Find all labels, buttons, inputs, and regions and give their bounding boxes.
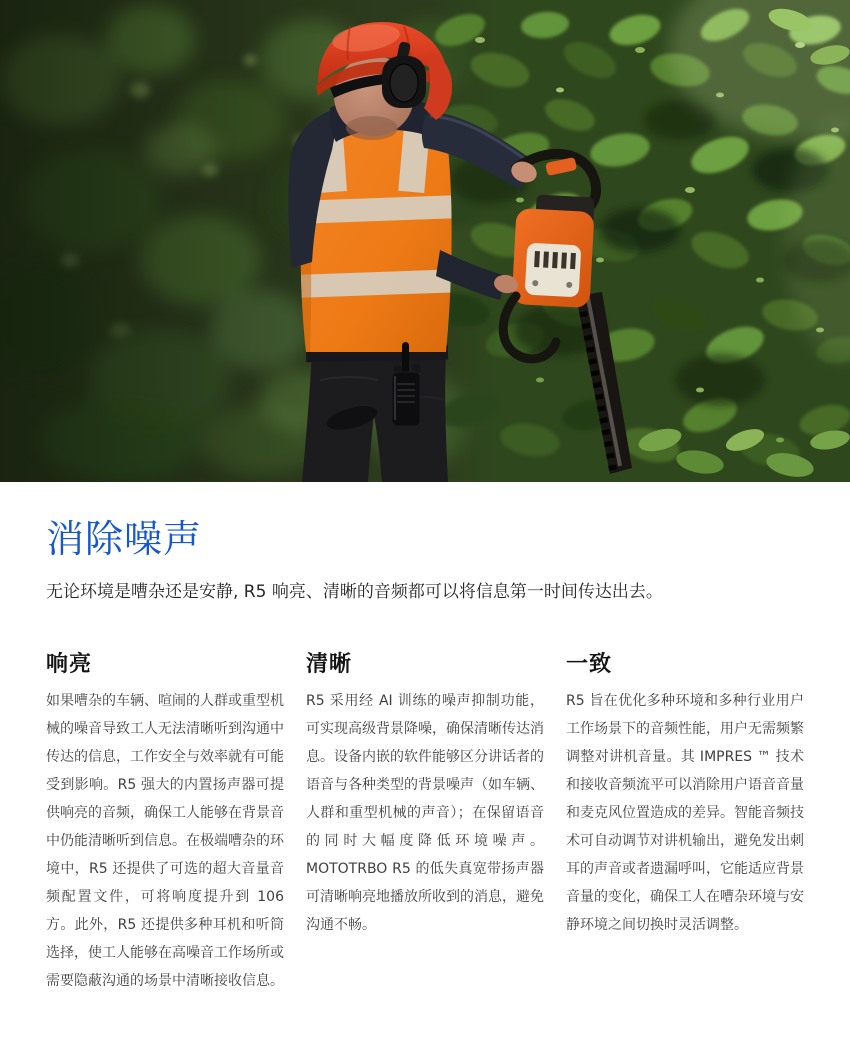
hedge bbox=[418, 0, 850, 482]
column-clear bbox=[306, 652, 544, 995]
column-loud-body: 如果嘈杂的车辆、喧闹的人群或重型机械的噪音导致工人无法清晰听到沟通中传达的信息，工作安全与效率就有可能受到影响。R5 强大的内置扬声器可提供响亮的音频，确保工人能够在背景音中仍能清晰听到信息。在极端嘈杂的环境中，R5 还提供了可选的超大音量音频配置文件，可将响度提升到 106 方。此外，R5 还提供多种耳机和听筒选择，使工人能够在高噪音工作场所或需要隐蔽沟通的场景中清晰接收信息。 bbox=[46, 693, 284, 989]
page-title: 消除噪声 bbox=[46, 517, 203, 561]
column-clear-body: R5 采用经 AI 训练的噪声抑制功能，可实现高级背景降噪，确保清晰传达消息。设备内嵌的软件能够区分讲话者的语音与各种类型的背景噪声（如车辆、人群和重型机械的声音）；在保留语音的同时大幅度降低环境噪声。MOTOTRBO R5 的低失真宽带扬声器可清晰响亮地播放所收到的消息，避免沟通不畅。 bbox=[306, 693, 544, 933]
column-loud-heading: 响亮 bbox=[46, 652, 93, 677]
column-consistent bbox=[566, 652, 804, 995]
column-loud bbox=[46, 652, 284, 995]
column-consistent-body: R5 旨在优化多种环境和多种行业用户工作场景下的音频性能，用户无需频繁调整对讲机音量。其 IMPRES ™ 技术和接收音频流平可以消除用户语音音量和麦克风位置造成的差异。智能音频技术可自动调节对讲机输出，避免发出刺耳的声音或者遗漏呼叫，它能适应背景音量的变化，确保工人在嘈杂环境与安静环境之间切换时灵活调整。 bbox=[566, 693, 804, 933]
page-subtitle: 无论环境是嘈杂还是安静, R5 响亮、清晰的音频都可以将信息第一时间传达出去。 bbox=[46, 582, 663, 602]
column-clear-heading: 清晰 bbox=[306, 652, 353, 677]
feature-columns bbox=[46, 652, 804, 995]
content-section bbox=[0, 482, 850, 995]
hero-photo bbox=[0, 0, 850, 482]
column-consistent-heading: 一致 bbox=[566, 652, 613, 677]
hero-photo-illustration bbox=[0, 0, 850, 482]
